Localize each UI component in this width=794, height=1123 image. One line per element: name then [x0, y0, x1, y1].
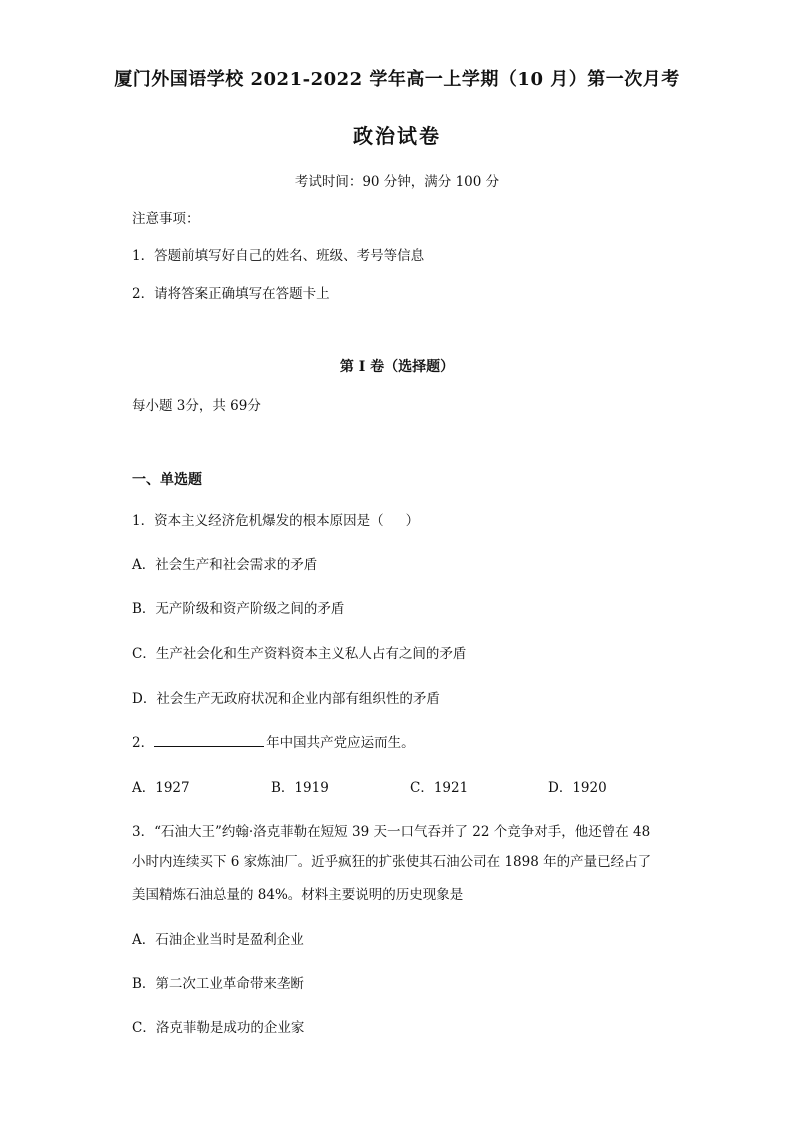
question-1-option-b: B．无产阶级和资产阶级之间的矛盾 [132, 601, 345, 617]
exam-title: 厦门外国语学校 2021-2022 学年高一上学期（10 月）第一次月考 [114, 69, 680, 90]
question-2-option-a: A．1927 [132, 780, 190, 796]
question-2-stem-prefix: 2． [132, 735, 155, 751]
question-2-option-c: C．1921 [410, 780, 469, 796]
note-item-2: 2．请将答案正确填写在答题卡上 [132, 286, 330, 302]
exam-subject-title: 政治试卷 [353, 124, 441, 148]
fill-blank [154, 733, 264, 747]
question-3-option-b: B．第二次工业革命带来垄断 [132, 976, 304, 992]
question-3-stem-line-1: 3．“石油大王”约翰·洛克菲勒在短短 39 天一口气吞并了 22 个竞争对手，他还曾在 48 [132, 824, 651, 840]
notes-heading: 注意事项： [132, 211, 200, 227]
question-3-stem-line-3: 美国精炼石油总量的 84%。材料主要说明的历史现象是 [132, 887, 464, 903]
note-item-1: 1．答题前填写好自己的姓名、班级、考号等信息 [132, 248, 425, 264]
section-scoring: 每小题 3分，共 69分 [132, 398, 261, 414]
question-1-option-c: C．生产社会化和生产资料资本主义私人占有之间的矛盾 [132, 646, 467, 662]
question-1-stem-text: 1．资本主义经济危机爆发的根本原因是（ [132, 513, 384, 529]
question-3-option-c: C．洛克菲勒是成功的企业家 [132, 1020, 305, 1036]
question-1-option-d: D．社会生产无政府状况和企业内部有组织性的矛盾 [132, 691, 440, 707]
question-1-option-a: A．社会生产和社会需求的矛盾 [132, 557, 318, 573]
part-heading: 一、单选题 [132, 472, 202, 488]
question-3-stem-line-2: 小时内连续买下 6 家炼油厂。近乎疯狂的扩张使其石油公司在 1898 年的产量已经占了 [132, 854, 652, 870]
exam-time-info: 考试时间：90 分钟，满分 100 分 [294, 174, 500, 190]
question-2-option-b: B．1919 [271, 780, 329, 796]
question-2-stem-suffix: 年中国共产党应运而生。 [266, 735, 415, 751]
question-2-option-d: D．1920 [548, 780, 607, 796]
question-3-option-a: A．石油企业当时是盈利企业 [132, 932, 304, 948]
section-title: 第 I 卷（选择题） [339, 359, 455, 375]
question-1-stem [132, 511, 419, 531]
question-2-options [0, 778, 794, 798]
question-2-stem [132, 733, 415, 753]
question-1-stem-end: ） [405, 513, 420, 529]
